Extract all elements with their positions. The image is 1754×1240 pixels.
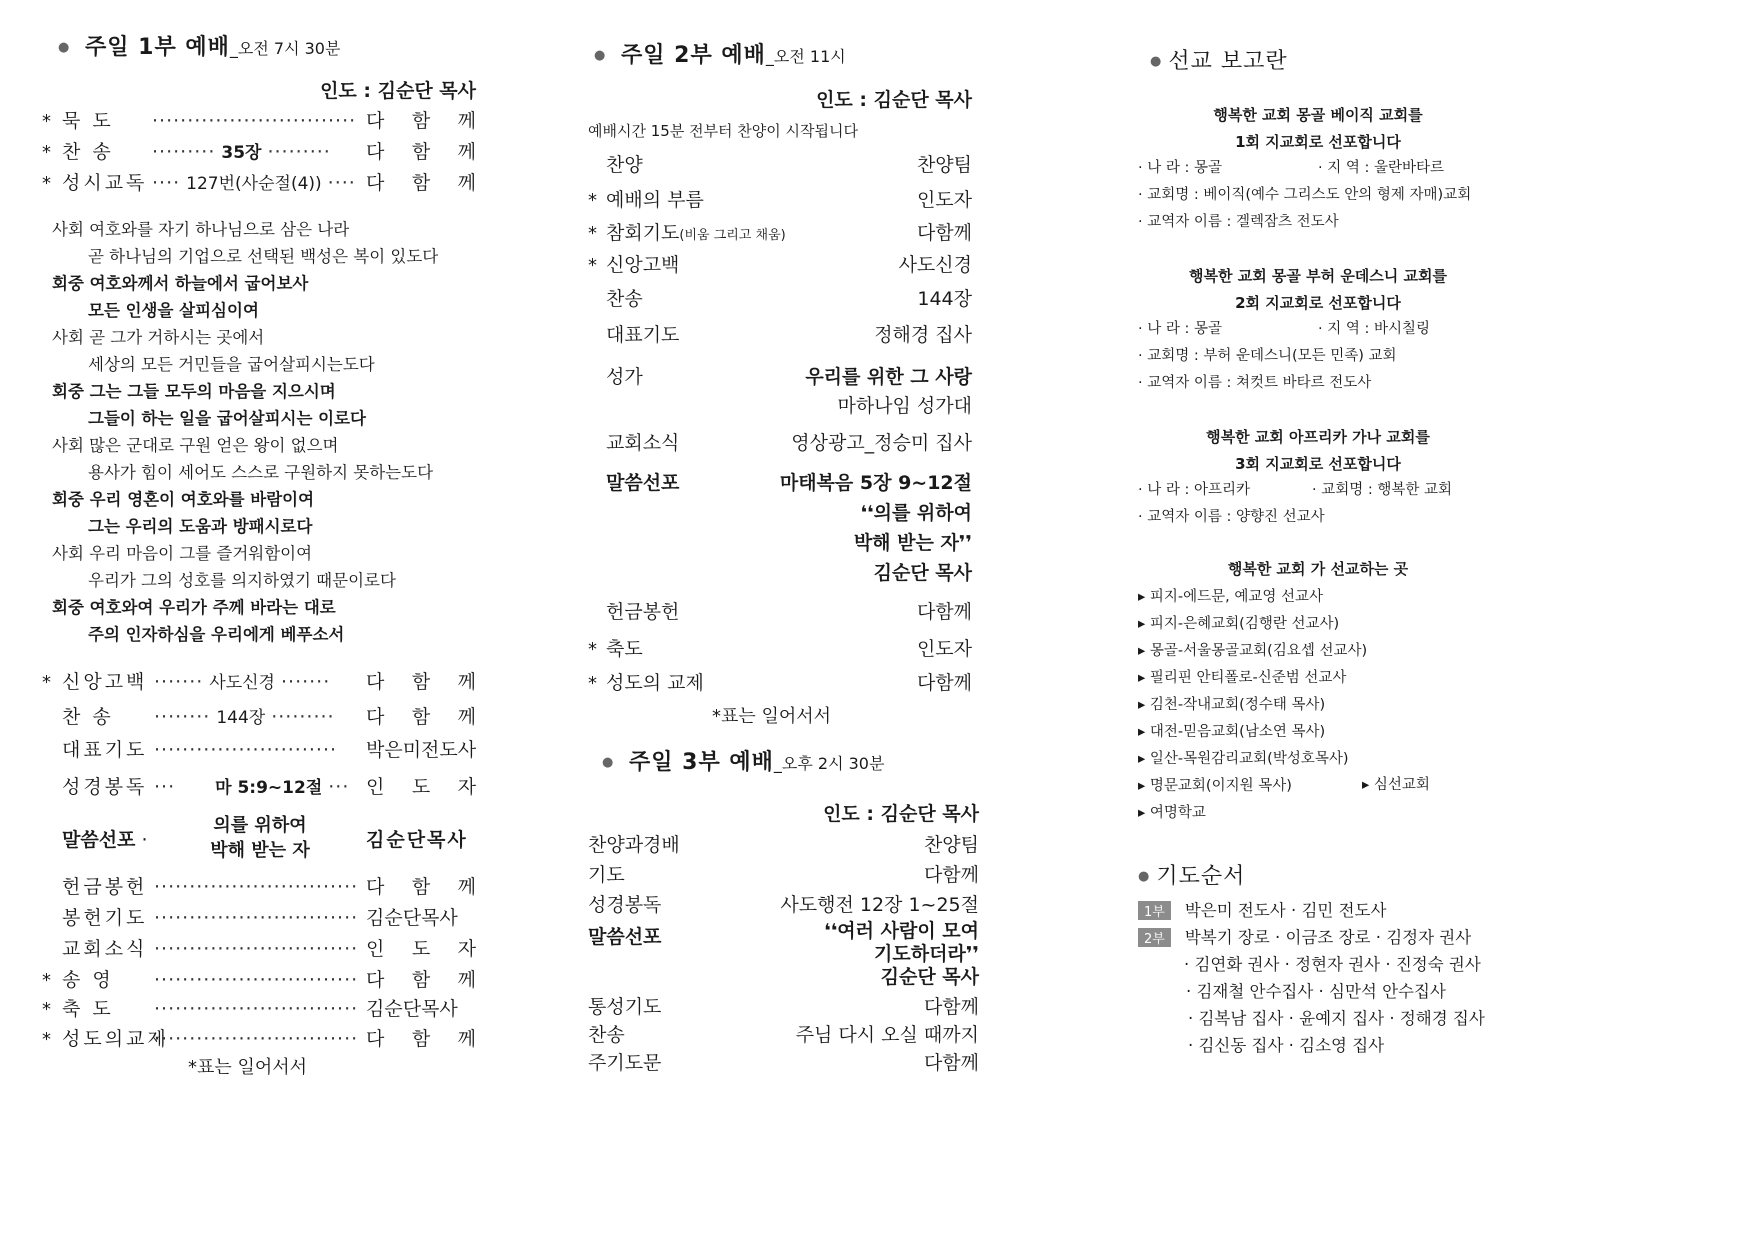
order-row [42,934,476,961]
anthem-choir: 마하나임 성가대 [837,395,972,417]
order-item-role: 다 함 께 [366,1024,476,1051]
leader-dots: ···· [327,172,356,194]
order-row [588,830,979,857]
mission-place: ▸ 몽골-서울몽골교회(김요셉 선교사) [1138,643,1368,659]
mission1-minister: · 교역자 이름 : 겔렉잠츠 전도사 [1138,214,1339,230]
service1-leader: 인도 : 김순단 목사 [320,80,476,102]
leader-dots: ··· [154,776,176,798]
leader-dots: ····························· [154,998,359,1020]
order-item-name: 통성기도 [588,996,662,1018]
leader-dots: ······· [154,671,204,693]
service1-sermon-label: 말씀선포 · [62,829,148,851]
service3-time: _오후 2시 30분 [773,754,885,773]
service2-sermon: 마태복음 5장 9~12절 ❛❛의를 위하여 박해 받는 자❜❜ 김순단 목사 [779,472,972,584]
reading-congregation-line: 그는 우리의 도움과 방패시로다 [88,517,313,536]
mission-place: ▸ 김천-작내교회(정수태 목사) [1138,697,1326,713]
order-item-name: 축 도 [62,998,114,1020]
prayer-row-1: 1부 박은미 전도사 · 김민 전도사 [1138,897,1386,921]
standing-mark: * [42,142,51,163]
order-item-name: 신앙고백 [62,671,148,693]
order-item-name: 대표기도 [62,739,148,761]
mission-heading: ● 선교 보고란 [1150,44,1288,75]
order-item-name: 찬송 [588,1024,625,1046]
order-row [588,250,972,277]
standing-mark: * [42,1029,51,1050]
order-item-role: 다 함 께 [366,706,476,728]
order-item-role: 다 함 께 [366,141,476,163]
news-label: 교회소식 [606,432,680,454]
leader-dots: ····························· [154,907,359,929]
reading-congregation-line: 회중 여호와여 우리가 주께 바라는 대로 [52,598,336,617]
reading-leader-line: 사회 곧 그가 거하시는 곳에서 [52,328,265,347]
standing-mark: * [42,173,51,194]
reading-leader-line: 우리가 그의 성호를 의지하였기 때문이로다 [88,571,396,590]
mission-place: ▸ 필리핀 안티폴로-신준범 선교사 [1138,670,1347,686]
service2-leader: 인도 : 김순단 목사 [816,89,972,111]
mission2-country: · 나 라 : 몽골 [1138,321,1222,337]
service1-heading: ● 주일 1부 예배_오전 7시 30분 [58,30,340,61]
standing-mark: * [42,111,51,132]
order-item-name: 찬 송 [62,141,114,163]
order-item-name: 찬 송 [62,706,114,728]
order-item-role: 인도자 [916,638,972,660]
service1-time: _오전 7시 30분 [229,39,341,58]
order-row [588,284,972,311]
standing-mark: * [588,190,597,211]
order-item-name: 대표기도 [606,324,680,346]
order-item-role: 다 함 께 [366,872,476,899]
order-row [588,597,972,624]
order-item-name: 헌금봉헌 [606,601,680,623]
order-item-detail: 마 5:9~12절 [215,778,323,798]
reading-congregation-line: 모든 인생을 살피심이여 [88,301,259,320]
order-item-role: 정해경 집사 [874,324,972,346]
leader-dots: ····························· [154,969,359,991]
order-row [588,1048,979,1075]
service3-leader: 인도 : 김순단 목사 [823,803,979,825]
order-row [42,965,476,992]
order-item-role: 김순단목사 [366,903,476,930]
mission3-church: · 교회명 : 행복한 교회 [1312,482,1452,498]
order-item-role: 인 도 자 [366,776,476,798]
service1-sermon-title: 의를 위하여 박해 받는 자 [210,815,310,861]
order-item-name: 찬양 [606,154,643,176]
leader-dots: ·························· [154,739,338,761]
prayer-tag-2: 2부 [1138,928,1171,947]
leader-dots: ····························· [154,876,359,898]
prayer-line: · 김연화 권사 · 정현자 권사 · 진정숙 권사 [1184,955,1481,974]
mission-place: ▸ 대전-믿음교회(남소연 목사) [1138,724,1326,740]
mission-places-title: 행복한 교회 가 선교하는 곳 [1227,560,1409,578]
standing-mark: * [42,970,51,991]
order-item-name: 봉헌기도 [62,907,148,929]
order-row [588,890,979,917]
order-item-role: 사도행전 12장 1~25절 [780,894,979,916]
mission-place-extra: ▸ 심선교회 [1362,777,1430,793]
mission1-country: · 나 라 : 몽골 [1138,160,1222,176]
order-row [42,667,476,694]
mission-place: ▸ 일산-목원감리교회(박성호목사) [1138,751,1349,767]
service2-time: _오전 11시 [765,47,846,66]
order-item-name: 성경봉독 [62,776,148,798]
leader-dots: ········· [152,141,216,163]
order-item-name: 묵 도 [62,110,114,132]
order-item-role: 찬양팀 [923,834,979,856]
mission1-church: · 교회명 : 베이직(예수 그리스도 안의 형제 자매)교회 [1138,187,1472,203]
order-item-name: 찬송 [606,288,643,310]
reading-leader-line: 사회 우리 마음이 그를 즐거워함이여 [52,544,313,563]
mission-place: ▸ 피지-에드문, 예교영 선교사 [1138,589,1324,605]
order-row [42,772,476,799]
order-item-role: 다함께 [923,864,979,886]
order-item-role: 다함께 [923,1052,979,1074]
order-row [42,872,476,899]
reading-leader-line: 사회 많은 군대로 구원 얻은 왕이 없으며 [52,436,339,455]
leader-dots: ··· [328,776,350,798]
order-item-name: 성시교독 [62,172,148,194]
leader-dots: ········· [267,141,331,163]
service2-heading: ● 주일 2부 예배_오전 11시 [594,38,846,69]
order-item-role: 다함께 [923,996,979,1018]
order-row [588,185,972,212]
standing-mark: * [588,255,597,276]
service1-preacher: 김순단목사 [366,829,468,851]
reading-leader-line: 사회 여호와를 자기 하나님으로 삼은 나라 [52,220,350,239]
order-row [42,1024,476,1051]
order-row [588,218,972,245]
mission-place: ▸ 명문교회(이지원 목사) [1138,778,1292,794]
prayer-heading: ● 기도순서 [1138,859,1245,890]
order-item-role: 찬양팀 [916,154,972,176]
order-item-name: 찬양과경배 [588,834,680,856]
order-item-role: 다함께 [916,672,972,694]
order-item-role: 다 함 께 [366,172,476,194]
order-row [588,668,972,695]
standing-mark: * [42,999,51,1020]
order-item-role: 인 도 자 [366,934,476,961]
mission1-region: · 지 역 : 울란바타르 [1318,160,1444,176]
order-item-detail: 144장 [216,708,266,728]
order-item-role: 다 함 께 [366,671,476,693]
order-item-name: 교회소식 [62,938,148,960]
reading-congregation-line: 회중 여호와께서 하늘에서 굽어보사 [52,274,309,293]
prayer-row-2: 2부 박복기 장로 · 이금조 장로 · 김정자 권사 [1138,924,1471,948]
prayer-line: · 김복남 집사 · 윤예지 집사 · 정해경 집사 [1188,1009,1485,1028]
service1-footnote: *표는 일어서서 [188,1057,308,1078]
order-row [588,634,972,661]
order-row [42,168,476,195]
service2-notice: 예배시간 15분 전부터 찬양이 시작됩니다 [588,122,859,140]
order-item-role: 주님 다시 오실 때까지 [795,1024,979,1046]
standing-mark: * [588,223,597,244]
order-item-name: 주기도문 [588,1052,662,1074]
anthem-title: 우리를 위한 그 사랑 [805,366,972,388]
reading-leader-line: 용사가 힘이 세어도 스스로 구원하지 못하는도다 [88,463,434,482]
order-item-role: 인도자 [916,189,972,211]
leader-dots: ····························· [154,938,359,960]
order-row [42,903,476,930]
order-row [42,106,476,133]
order-row [42,702,476,729]
order-item-name: 송 영 [62,969,114,991]
standing-mark: * [588,673,597,694]
mission-place: ▸ 여명학교 [1138,805,1206,821]
leader-dots: ········ [154,706,211,728]
news-role: 영상광고_정승미 집사 [791,432,972,454]
service3-sermon: ❛❛여러 사람이 모여 기도하더라❜❜ 김순단 목사 [824,920,979,988]
order-row [42,735,476,762]
order-item-name: 헌금봉헌 [62,876,148,898]
leader-dots: ····························· [154,1028,359,1050]
reading-congregation-line: 회중 우리 영혼이 여호와를 바람이여 [52,490,315,509]
reading-leader-line: 세상의 모든 거민들을 굽어살피시는도다 [88,355,375,374]
order-row [42,137,476,164]
reading-leader-line: 곧 하나님의 기업으로 선택된 백성은 복이 있도다 [88,247,439,266]
order-row [42,994,476,1021]
order-item-role: 다 함 께 [366,965,476,992]
standing-mark: * [588,639,597,660]
reading-congregation-line: 그들이 하는 일을 굽어살피시는 이로다 [88,409,367,428]
mission3-title: 행복한 교회 아프리카 가나 교회를 3회 지교회로 선포합니다 [1206,428,1430,473]
leader-dots: ········· [271,706,335,728]
order-item-role: 다함께 [916,601,972,623]
order-item-detail: 127번(사순절(4)) [186,174,322,194]
order-item-role: 144장 [917,288,972,310]
order-item-name: 참회기도 [606,222,680,244]
mission2-title: 행복한 교회 몽골 부허 운데스니 교회를 2회 지교회로 선포합니다 [1189,267,1447,312]
order-item-detail: 35장 [221,143,262,163]
order-item-name: 예배의 부름 [606,189,704,211]
mission3-country: · 나 라 : 아프리카 [1138,482,1250,498]
mission2-minister: · 교역자 이름 : 쳐컷트 바타르 전도사 [1138,375,1372,391]
service3-heading: ● 주일 3부 예배_오후 2시 30분 [602,745,884,776]
order-row [588,992,979,1019]
mission3-minister: · 교역자 이름 : 양향진 선교사 [1138,509,1325,525]
prayer-line: · 김재철 안수집사 · 심만석 안수집사 [1186,982,1446,1001]
mission-place: ▸ 피지-은혜교회(김행란 선교사) [1138,616,1340,632]
order-item-name: 성도의교제 [62,1028,169,1050]
leader-dots: ······· [280,671,331,693]
reading-congregation-line: 주의 인자하심을 우리에게 베푸소서 [88,625,345,644]
order-row [588,1020,979,1047]
reading-congregation-line: 회중 그는 그들 모두의 마음을 지으시며 [52,382,336,401]
service2-footnote: *표는 일어서서 [712,706,832,727]
mission2-church: · 교회명 : 부허 운데스니(모든 민족) 교회 [1138,348,1397,364]
order-row [588,320,972,347]
prayer-tag-1: 1부 [1138,901,1171,920]
standing-mark: * [42,672,51,693]
order-item-role: 다 함 께 [366,110,476,132]
order-item-role: 사도신경 [898,254,972,276]
order-item-note: (비움 그리고 채움) [679,228,786,243]
order-item-name: 축도 [606,638,643,660]
order-row [588,150,972,177]
order-item-name: 기도 [588,864,625,886]
leader-dots: ···· [152,172,181,194]
mission1-title: 행복한 교회 몽골 베이직 교회를 1회 지교회로 선포합니다 [1213,106,1423,151]
order-item-name: 성도의 교제 [606,672,704,694]
order-item-name: 신앙고백 [606,254,680,276]
order-item-role: 박은미전도사 [366,739,477,761]
order-item-name: 성경봉독 [588,894,662,916]
service3-sermon-label: 말씀선포 [588,926,662,948]
mission2-region: · 지 역 : 바시칠링 [1318,321,1430,337]
order-item-role: 김순단목사 [366,994,476,1021]
service2-sermon-label: 말씀선포 [606,472,680,494]
order-item-role: 다함께 [916,222,972,244]
order-row [588,860,979,887]
order-item-detail: 사도신경 [209,673,275,693]
anthem-label: 성가 [606,366,643,388]
leader-dots: ····························· [152,110,357,132]
prayer-line: · 김신동 집사 · 김소영 집사 [1188,1036,1385,1055]
